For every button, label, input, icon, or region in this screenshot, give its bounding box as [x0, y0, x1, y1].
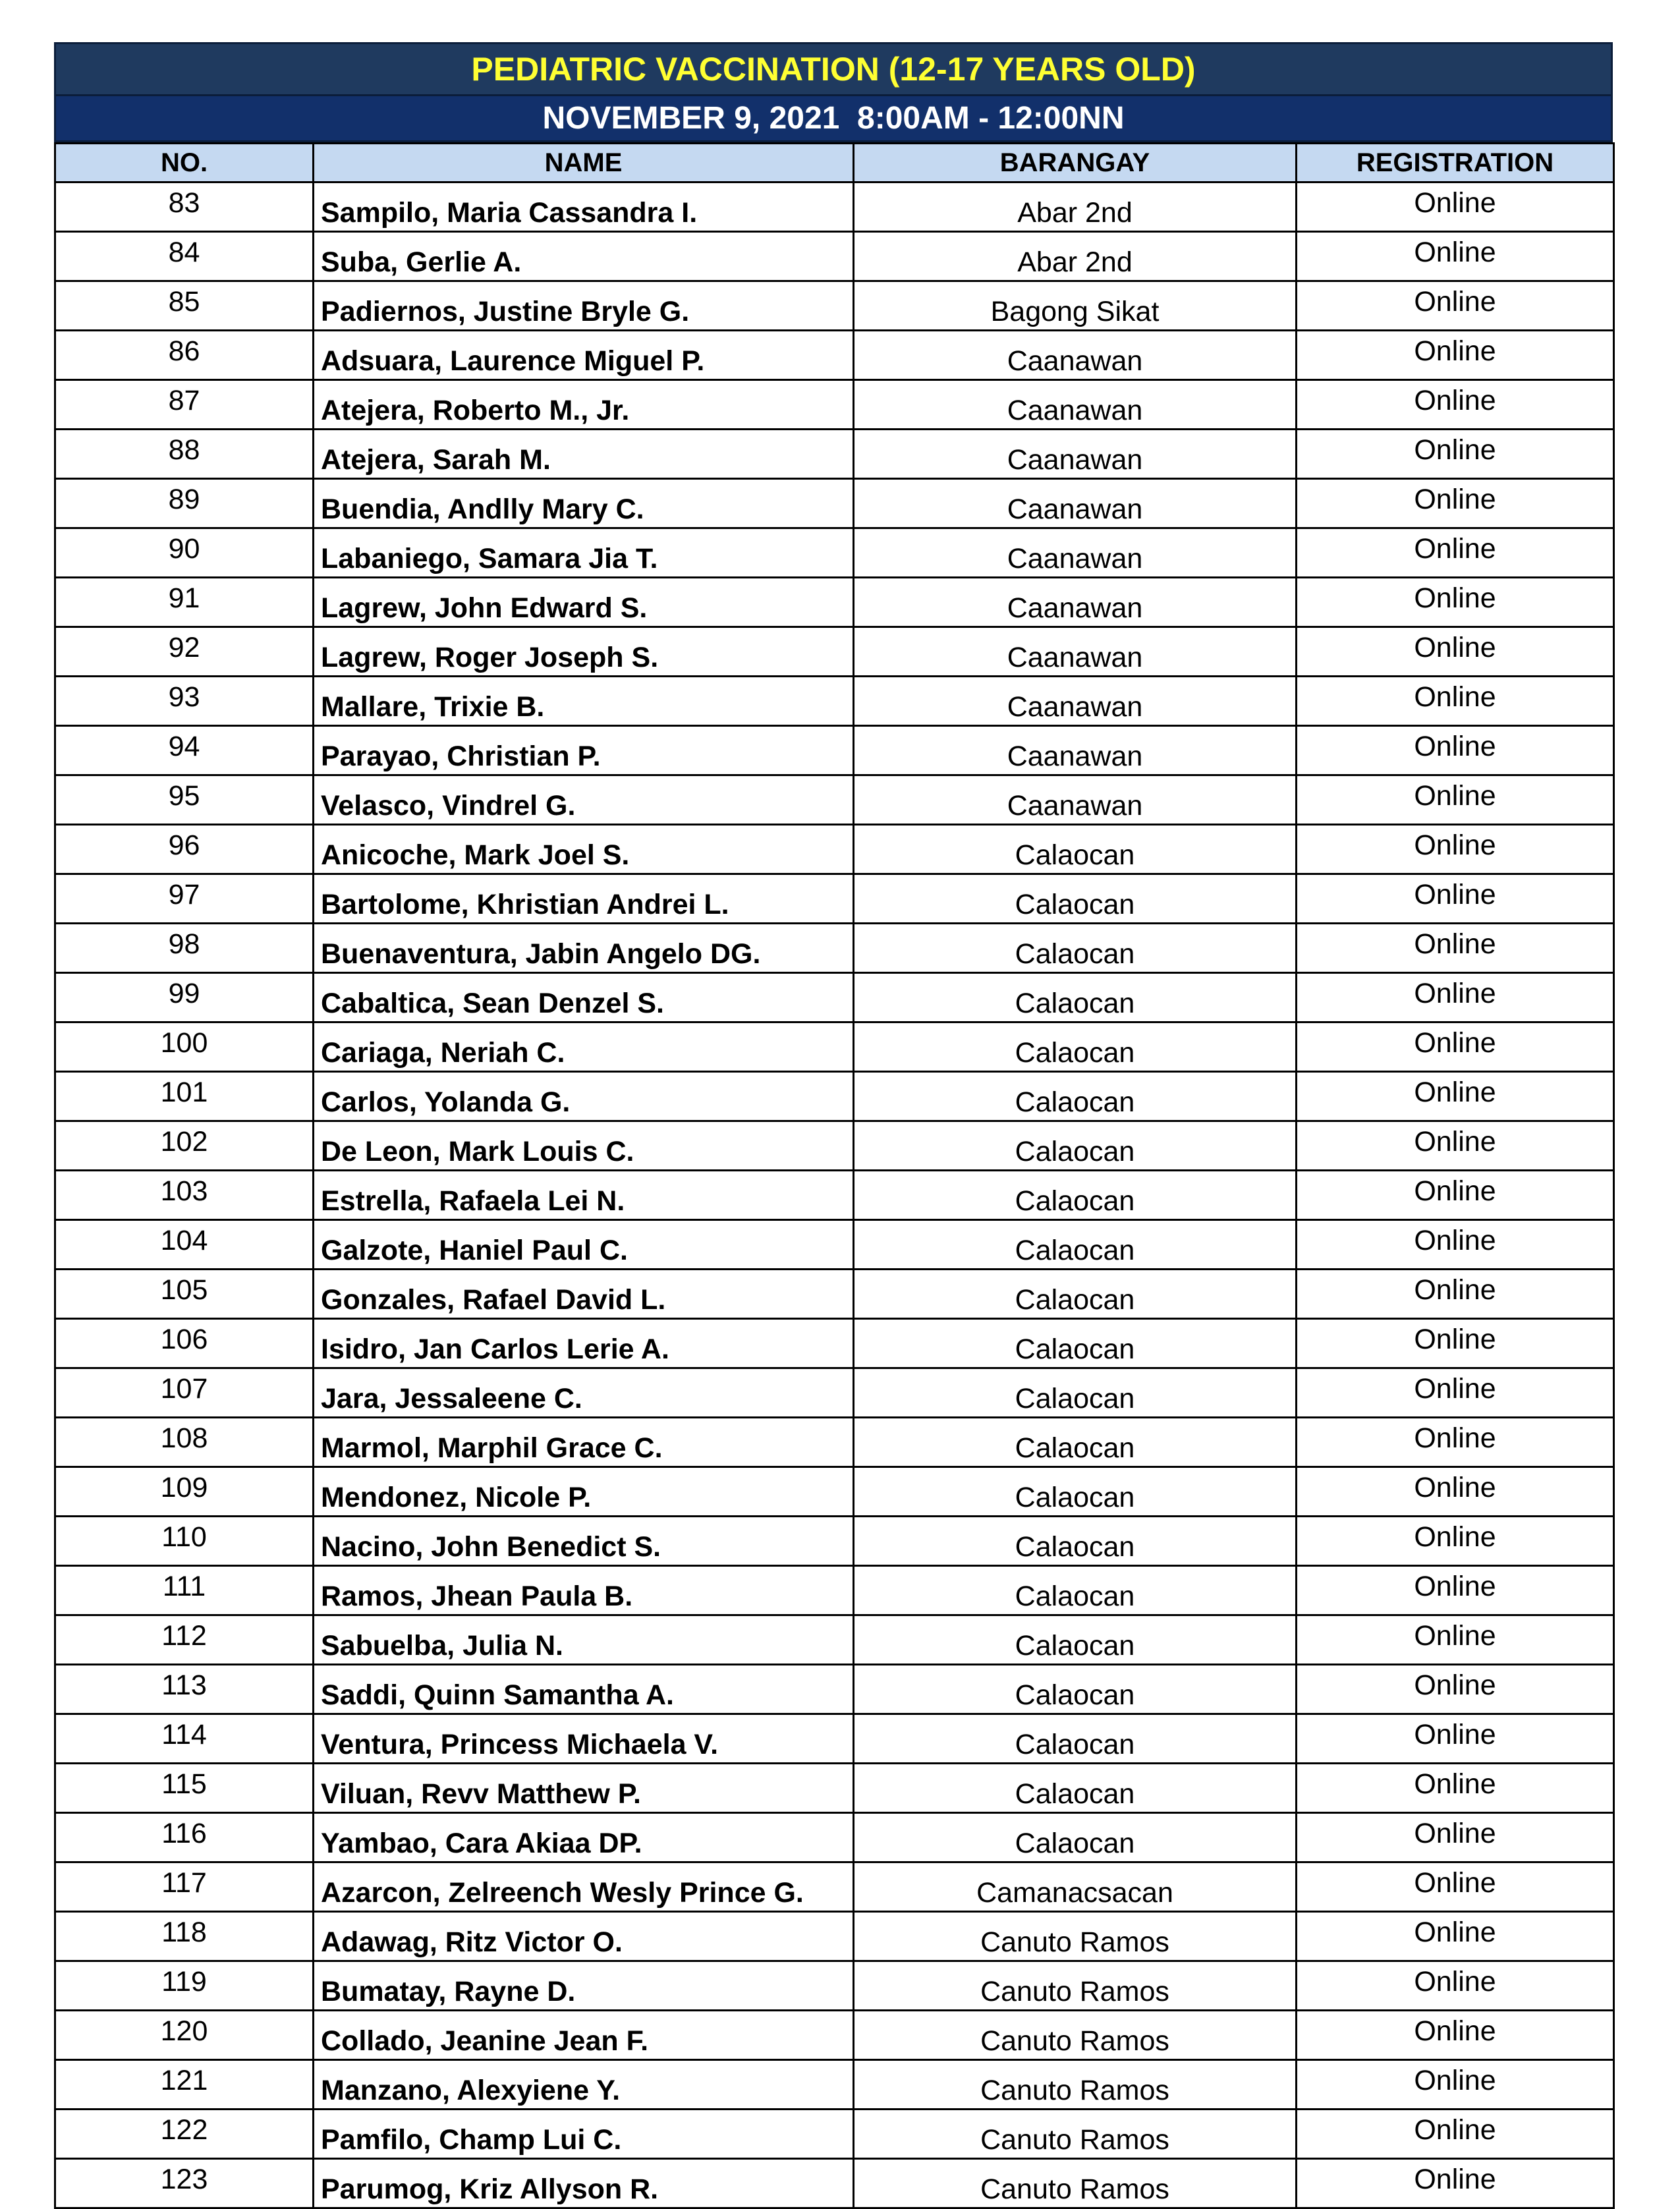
row-registration: Online	[1297, 528, 1614, 578]
table-row	[55, 1566, 1614, 1615]
row-registration: Online	[1297, 1467, 1614, 1517]
table-row	[55, 1764, 1614, 1813]
row-barangay: Caanawan	[854, 627, 1297, 677]
table-row	[55, 1171, 1614, 1220]
table-row	[55, 182, 1614, 232]
row-number: 96	[55, 825, 314, 874]
row-number: 105	[55, 1270, 314, 1319]
row-name: Parayao, Christian P.	[314, 726, 854, 775]
table-row	[55, 1615, 1614, 1665]
row-registration: Online	[1297, 1072, 1614, 1121]
row-barangay: Calaocan	[854, 1368, 1297, 1418]
row-registration: Online	[1297, 1813, 1614, 1862]
row-name: Adawag, Ritz Victor O.	[314, 1912, 854, 1961]
row-barangay: Caanawan	[854, 578, 1297, 627]
row-name: Buendia, Andlly Mary C.	[314, 479, 854, 528]
row-number: 104	[55, 1220, 314, 1270]
row-registration: Online	[1297, 627, 1614, 677]
table-row	[55, 1961, 1614, 2011]
row-name: Atejera, Roberto M., Jr.	[314, 380, 854, 430]
row-barangay: Caanawan	[854, 677, 1297, 726]
row-barangay: Calaocan	[854, 874, 1297, 924]
row-registration: Online	[1297, 1368, 1614, 1418]
row-barangay: Camanacsacan	[854, 1862, 1297, 1912]
row-number: 119	[55, 1961, 314, 2011]
row-number: 101	[55, 1072, 314, 1121]
row-registration: Online	[1297, 1912, 1614, 1961]
table-row	[55, 1862, 1614, 1912]
row-name: Velasco, Vindrel G.	[314, 775, 854, 825]
row-number: 108	[55, 1418, 314, 1467]
table-row	[55, 1022, 1614, 1072]
row-barangay: Bagong Sikat	[854, 281, 1297, 331]
row-number: 113	[55, 1665, 314, 1714]
row-number: 106	[55, 1319, 314, 1368]
row-registration: Online	[1297, 1566, 1614, 1615]
table-row	[55, 1418, 1614, 1467]
row-barangay: Canuto Ramos	[854, 2110, 1297, 2159]
row-barangay: Canuto Ramos	[854, 1912, 1297, 1961]
row-barangay: Calaocan	[854, 1171, 1297, 1220]
row-barangay: Canuto Ramos	[854, 2011, 1297, 2060]
table-row	[55, 1220, 1614, 1270]
row-number: 86	[55, 331, 314, 380]
table-header-row	[55, 144, 1614, 182]
row-registration: Online	[1297, 825, 1614, 874]
row-number: 122	[55, 2110, 314, 2159]
row-barangay: Caanawan	[854, 479, 1297, 528]
row-barangay: Caanawan	[854, 775, 1297, 825]
row-registration: Online	[1297, 874, 1614, 924]
row-name: Mendonez, Nicole P.	[314, 1467, 854, 1517]
row-number: 99	[55, 973, 314, 1022]
row-name: Yambao, Cara Akiaa DP.	[314, 1813, 854, 1862]
row-name: Buenaventura, Jabin Angelo DG.	[314, 924, 854, 973]
table-row	[55, 1912, 1614, 1961]
row-barangay: Calaocan	[854, 1121, 1297, 1171]
row-number: 98	[55, 924, 314, 973]
row-name: Cariaga, Neriah C.	[314, 1022, 854, 1072]
table-row	[55, 627, 1614, 677]
row-number: 84	[55, 232, 314, 281]
row-registration: Online	[1297, 331, 1614, 380]
row-number: 120	[55, 2011, 314, 2060]
row-name: Bumatay, Rayne D.	[314, 1961, 854, 2011]
row-barangay: Calaocan	[854, 1566, 1297, 1615]
row-registration: Online	[1297, 2011, 1614, 2060]
column-header-barangay: BARANGAY	[854, 144, 1297, 182]
row-registration: Online	[1297, 1121, 1614, 1171]
row-name: Estrella, Rafaela Lei N.	[314, 1171, 854, 1220]
row-registration: Online	[1297, 1615, 1614, 1665]
row-barangay: Caanawan	[854, 726, 1297, 775]
row-registration: Online	[1297, 2159, 1614, 2208]
row-registration: Online	[1297, 380, 1614, 430]
row-number: 95	[55, 775, 314, 825]
row-number: 85	[55, 281, 314, 331]
table-row	[55, 677, 1614, 726]
table-row	[55, 1665, 1614, 1714]
table-row	[55, 232, 1614, 281]
row-name: Ventura, Princess Michaela V.	[314, 1714, 854, 1764]
row-number: 93	[55, 677, 314, 726]
vaccination-sheet	[54, 42, 1613, 2209]
table-row	[55, 380, 1614, 430]
row-registration: Online	[1297, 1220, 1614, 1270]
row-name: Atejera, Sarah M.	[314, 430, 854, 479]
row-registration: Online	[1297, 1764, 1614, 1813]
row-name: Jara, Jessaleene C.	[314, 1368, 854, 1418]
row-number: 110	[55, 1517, 314, 1566]
row-number: 116	[55, 1813, 314, 1862]
row-number: 115	[55, 1764, 314, 1813]
column-header-registration: REGISTRATION	[1297, 144, 1614, 182]
table-row	[55, 2110, 1614, 2159]
table-row	[55, 2159, 1614, 2208]
table-row	[55, 281, 1614, 331]
row-name: Anicoche, Mark Joel S.	[314, 825, 854, 874]
row-registration: Online	[1297, 726, 1614, 775]
row-registration: Online	[1297, 232, 1614, 281]
row-name: Lagrew, Roger Joseph S.	[314, 627, 854, 677]
row-name: Adsuara, Laurence Miguel P.	[314, 331, 854, 380]
row-name: Azarcon, Zelreench Wesly Prince G.	[314, 1862, 854, 1912]
row-name: Padiernos, Justine Bryle G.	[314, 281, 854, 331]
table-row	[55, 1467, 1614, 1517]
row-number: 94	[55, 726, 314, 775]
row-barangay: Canuto Ramos	[854, 1961, 1297, 2011]
sheet-title: PEDIATRIC VACCINATION (12-17 YEARS OLD)	[54, 42, 1613, 96]
row-number: 100	[55, 1022, 314, 1072]
row-barangay: Calaocan	[854, 1467, 1297, 1517]
table-row	[55, 2060, 1614, 2110]
row-barangay: Canuto Ramos	[854, 2060, 1297, 2110]
row-registration: Online	[1297, 430, 1614, 479]
row-barangay: Calaocan	[854, 1270, 1297, 1319]
table-row	[55, 775, 1614, 825]
row-number: 92	[55, 627, 314, 677]
row-number: 114	[55, 1714, 314, 1764]
row-number: 102	[55, 1121, 314, 1171]
row-number: 88	[55, 430, 314, 479]
row-registration: Online	[1297, 479, 1614, 528]
table-row	[55, 973, 1614, 1022]
table-row	[55, 2011, 1614, 2060]
row-barangay: Calaocan	[854, 973, 1297, 1022]
row-registration: Online	[1297, 1665, 1614, 1714]
row-registration: Online	[1297, 578, 1614, 627]
row-registration: Online	[1297, 2060, 1614, 2110]
column-header-no: NO.	[55, 144, 314, 182]
row-barangay: Calaocan	[854, 1665, 1297, 1714]
table-row	[55, 1517, 1614, 1566]
row-name: Gonzales, Rafael David L.	[314, 1270, 854, 1319]
table-row	[55, 1072, 1614, 1121]
row-number: 83	[55, 182, 314, 232]
row-name: Bartolome, Khristian Andrei L.	[314, 874, 854, 924]
row-registration: Online	[1297, 677, 1614, 726]
row-barangay: Canuto Ramos	[854, 2159, 1297, 2208]
table-row	[55, 331, 1614, 380]
row-registration: Online	[1297, 1517, 1614, 1566]
registrants-table	[54, 142, 1615, 2209]
row-barangay: Calaocan	[854, 1615, 1297, 1665]
table-row	[55, 578, 1614, 627]
row-number: 87	[55, 380, 314, 430]
row-name: Galzote, Haniel Paul C.	[314, 1220, 854, 1270]
table-row	[55, 1813, 1614, 1862]
table-row	[55, 1121, 1614, 1171]
row-number: 112	[55, 1615, 314, 1665]
row-barangay: Calaocan	[854, 825, 1297, 874]
row-barangay: Calaocan	[854, 1072, 1297, 1121]
row-barangay: Calaocan	[854, 1764, 1297, 1813]
row-registration: Online	[1297, 182, 1614, 232]
table-row	[55, 874, 1614, 924]
table-row	[55, 1714, 1614, 1764]
row-barangay: Caanawan	[854, 331, 1297, 380]
schedule-banner: NOVEMBER 9, 2021 8:00AM - 12:00NN	[54, 96, 1613, 142]
row-registration: Online	[1297, 2110, 1614, 2159]
row-name: Lagrew, John Edward S.	[314, 578, 854, 627]
row-name: Manzano, Alexyiene Y.	[314, 2060, 854, 2110]
row-registration: Online	[1297, 1022, 1614, 1072]
row-barangay: Abar 2nd	[854, 182, 1297, 232]
table-row	[55, 825, 1614, 874]
row-name: Sabuelba, Julia N.	[314, 1615, 854, 1665]
row-number: 121	[55, 2060, 314, 2110]
row-name: Sampilo, Maria Cassandra I.	[314, 182, 854, 232]
row-barangay: Calaocan	[854, 1418, 1297, 1467]
row-name: Labaniego, Samara Jia T.	[314, 528, 854, 578]
row-name: Pamfilo, Champ Lui C.	[314, 2110, 854, 2159]
column-header-name: NAME	[314, 144, 854, 182]
row-registration: Online	[1297, 1270, 1614, 1319]
row-name: Cabaltica, Sean Denzel S.	[314, 973, 854, 1022]
row-barangay: Caanawan	[854, 430, 1297, 479]
row-registration: Online	[1297, 1714, 1614, 1764]
row-name: De Leon, Mark Louis C.	[314, 1121, 854, 1171]
table-row	[55, 479, 1614, 528]
row-barangay: Calaocan	[854, 924, 1297, 973]
table-row	[55, 726, 1614, 775]
row-barangay: Calaocan	[854, 1319, 1297, 1368]
row-number: 123	[55, 2159, 314, 2208]
row-name: Suba, Gerlie A.	[314, 232, 854, 281]
row-name: Mallare, Trixie B.	[314, 677, 854, 726]
row-number: 91	[55, 578, 314, 627]
row-registration: Online	[1297, 1961, 1614, 2011]
row-number: 118	[55, 1912, 314, 1961]
row-number: 111	[55, 1566, 314, 1615]
row-registration: Online	[1297, 1862, 1614, 1912]
row-number: 109	[55, 1467, 314, 1517]
row-registration: Online	[1297, 973, 1614, 1022]
row-name: Saddi, Quinn Samantha A.	[314, 1665, 854, 1714]
row-name: Nacino, John Benedict S.	[314, 1517, 854, 1566]
row-barangay: Calaocan	[854, 1813, 1297, 1862]
row-registration: Online	[1297, 1319, 1614, 1368]
row-name: Marmol, Marphil Grace C.	[314, 1418, 854, 1467]
row-registration: Online	[1297, 924, 1614, 973]
row-number: 89	[55, 479, 314, 528]
table-row	[55, 528, 1614, 578]
row-barangay: Calaocan	[854, 1517, 1297, 1566]
table-body	[55, 182, 1614, 2208]
row-number: 90	[55, 528, 314, 578]
row-name: Carlos, Yolanda G.	[314, 1072, 854, 1121]
row-name: Parumog, Kriz Allyson R.	[314, 2159, 854, 2208]
row-barangay: Caanawan	[854, 380, 1297, 430]
row-name: Collado, Jeanine Jean F.	[314, 2011, 854, 2060]
row-registration: Online	[1297, 1171, 1614, 1220]
row-number: 97	[55, 874, 314, 924]
row-name: Ramos, Jhean Paula B.	[314, 1566, 854, 1615]
row-number: 103	[55, 1171, 314, 1220]
row-barangay: Calaocan	[854, 1022, 1297, 1072]
row-name: Viluan, Revv Matthew P.	[314, 1764, 854, 1813]
table-row	[55, 924, 1614, 973]
row-barangay: Abar 2nd	[854, 232, 1297, 281]
row-barangay: Calaocan	[854, 1714, 1297, 1764]
table-row	[55, 430, 1614, 479]
row-barangay: Calaocan	[854, 1220, 1297, 1270]
row-number: 117	[55, 1862, 314, 1912]
table-row	[55, 1270, 1614, 1319]
row-registration: Online	[1297, 775, 1614, 825]
table-row	[55, 1368, 1614, 1418]
row-barangay: Caanawan	[854, 528, 1297, 578]
row-number: 107	[55, 1368, 314, 1418]
row-name: Isidro, Jan Carlos Lerie A.	[314, 1319, 854, 1368]
row-registration: Online	[1297, 281, 1614, 331]
row-registration: Online	[1297, 1418, 1614, 1467]
table-row	[55, 1319, 1614, 1368]
